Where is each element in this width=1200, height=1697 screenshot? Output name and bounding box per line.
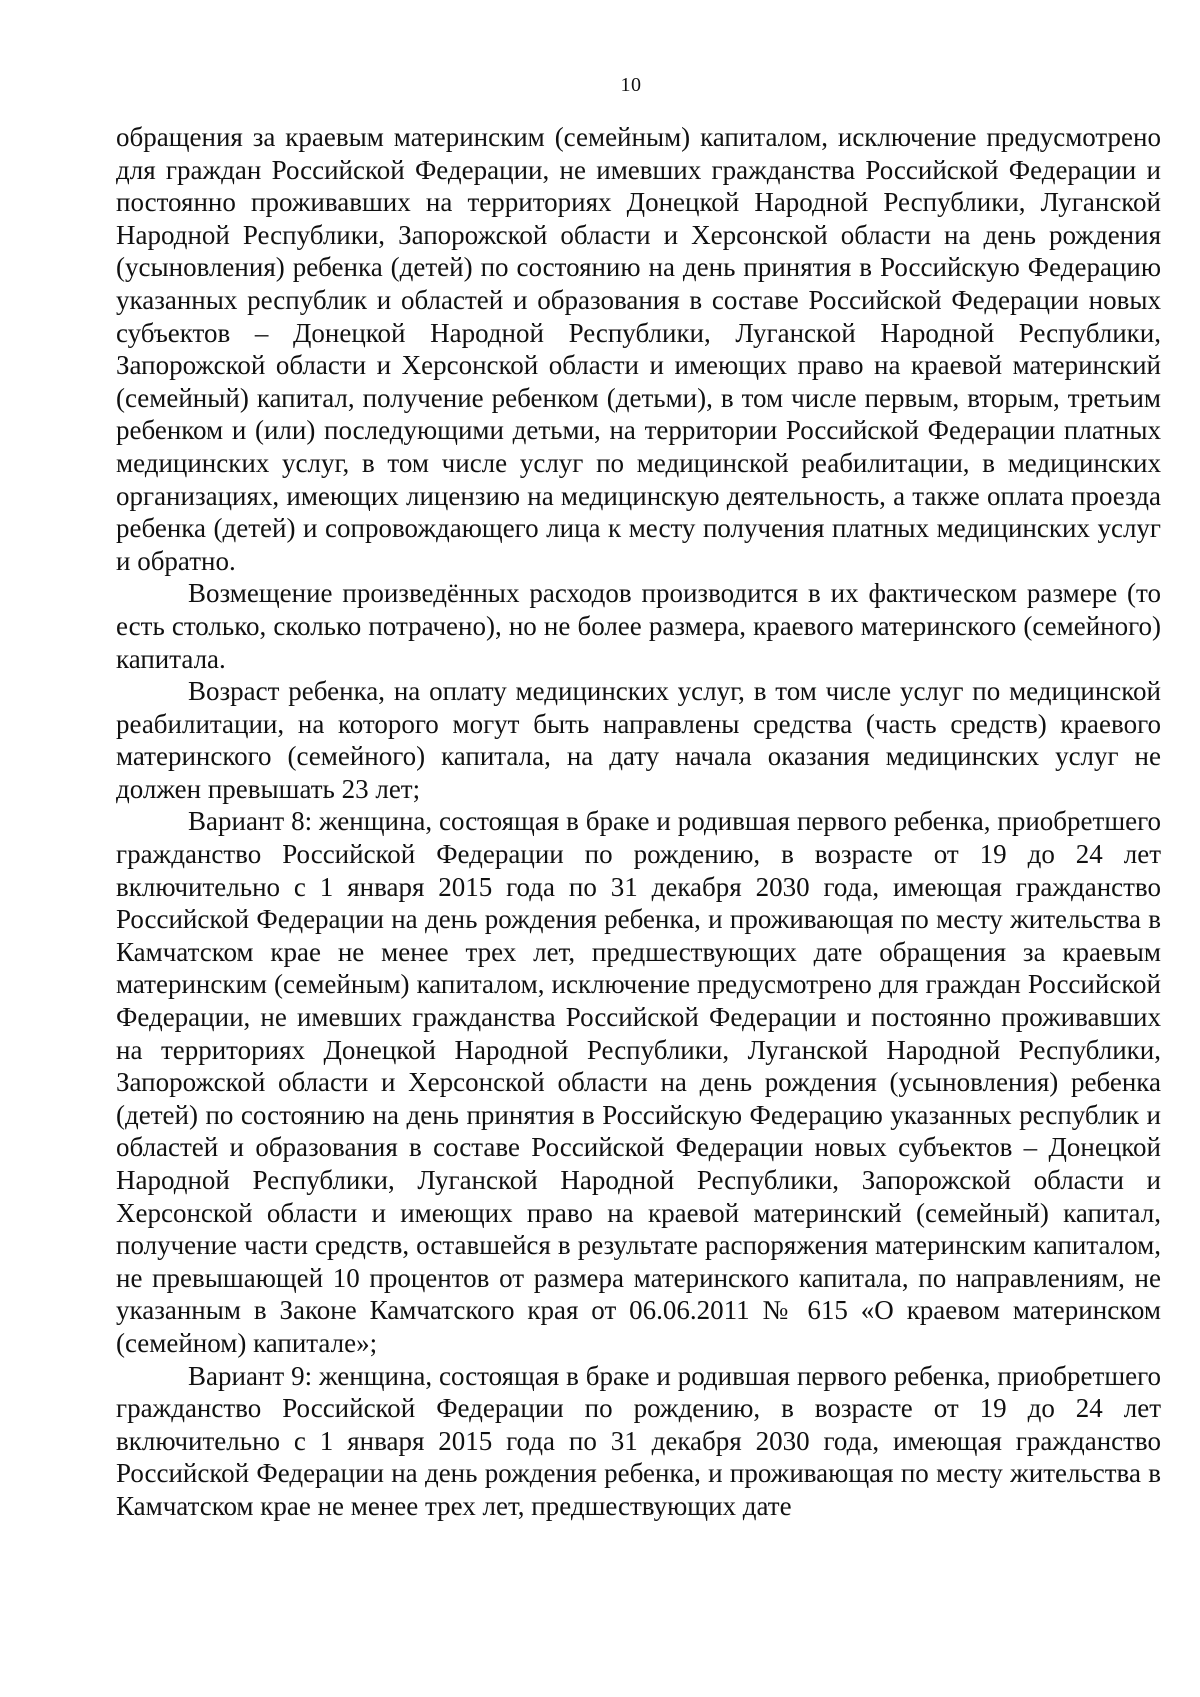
document-body [116,121,1161,1523]
paragraph-variant-9: Вариант 9: женщина, состоящая в браке и родившая первого ребенка, приобретшего гражданство Российской Федерации по рождению, в возрасте от 19 до 24 лет включительно с 1 января 2015 года по 31 декабря 2030 года, имеющая гражданство Российской Федерации на день рождения ребенка, и проживающая по месту жительства в Камчатском крае не менее трех лет, предшествующих дате [116,1360,1161,1521]
paragraph-1: обращения за краевым материнским (семейным) капиталом, исключение предусмотрено для граждан Российской Федерации, не имевших гражданства Российской Федерации и постоянно проживавших на территориях Донецкой Народной Республики, Луганской Народной Республики, Запорожской области и Херсонской области на день рождения (усыновления) ребенка (детей) по состоянию на день принятия в Российскую Федерацию указанных республик и областей и образования в составе Российской Федерации новых субъектов – Донецкой Народной Республики, Луганской Народной Республики, Запорожской области и Херсонской области и имеющих право на краевой материнский (семейный) капитал, получение ребенком (детьми), в том числе первым, вторым, третьим ребенком и (или) последующими детьми, на территории Российской Федерации платных медицинских услуг, в том числе услуг по медицинской реабилитации, в медицинских организациях, имеющих лицензию на медицинскую деятельность, а также оплата проезда ребенка (детей) и сопровождающего лица к месту получения платных медицинских услуг и обратно. [116,122,1161,576]
paragraph-3: Возраст ребенка, на оплату медицинских услуг, в том числе услуг по медицинской реабилитации, на которого могут быть направлены средства (часть средств) краевого материнского (семейного) капитала, на дату начала оказания медицинских услуг не должен превышать 23 лет; [116,676,1161,804]
page-number: 10 [620,74,642,96]
paragraph-variant-8: Вариант 8: женщина, состоящая в браке и родившая первого ребенка, приобретшего гражданство Российской Федерации по рождению, в возрасте от 19 до 24 лет включительно с 1 января 2015 года по 31 декабря 2030 года, имеющая гражданство Российской Федерации на день рождения ребенка, и проживающая по месту жительства в Камчатском крае не менее трех лет, предшествующих дате обращения за краевым материнским (семейным) капиталом, исключение предусмотрено для граждан Российской Федерации, не имевших гражданства Российской Федерации и постоянно проживавших на территориях Донецкой Народной Республики, Луганской Народной Республики, Запорожской области и Херсонской области на день рождения (усыновления) ребенка (детей) по состоянию на день принятия в Российскую Федерацию указанных республик и областей и образования в составе Российской Федерации новых субъектов – Донецкой Народной Республики, Луганской Народной Республики, Запорожской области и Херсонской области и имеющих право на краевой материнский (семейный) капитал, получение части средств, оставшейся в результате распоряжения материнским капиталом, не превышающей 10 процентов от размера материнского капитала, по направлениям, не указанным в Законе Камчатского края от 06.06.2011 № 615 «О краевом материнском (семейном) капитале»; [116,806,1161,1358]
paragraph-2: Возмещение произведённых расходов производится в их фактическом размере (то есть столько, сколько потрачено), но не более размера, краевого материнского (семейного) капитала. [116,578,1161,674]
